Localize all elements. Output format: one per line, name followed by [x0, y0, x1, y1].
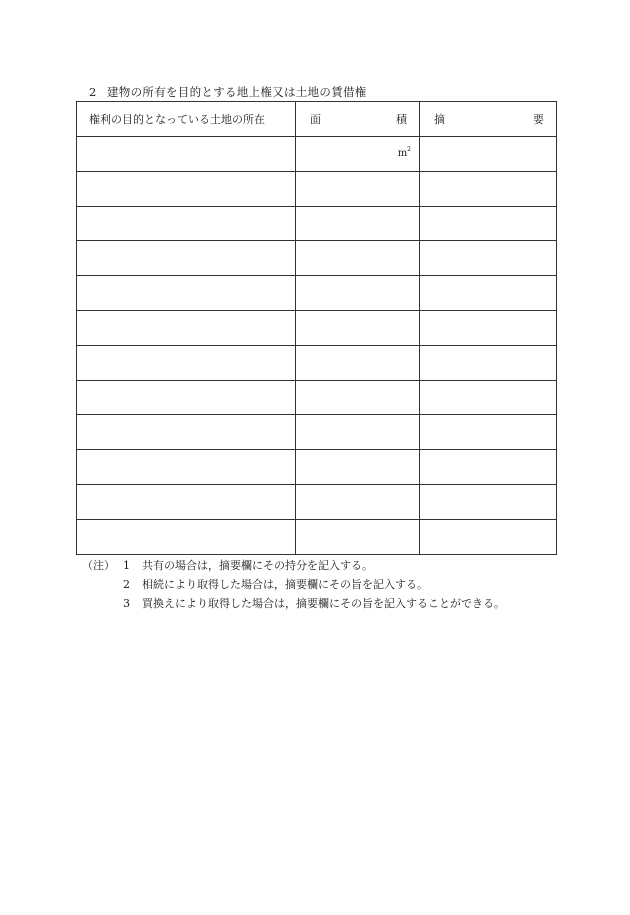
note-number: 3: [123, 597, 130, 610]
cell-area[interactable]: [296, 241, 420, 276]
cell-note[interactable]: [420, 276, 557, 311]
cell-location[interactable]: [77, 519, 296, 554]
area-unit: [398, 146, 411, 159]
note-number: 1: [123, 559, 130, 572]
cell-location[interactable]: [77, 380, 296, 415]
header-area-char-1: 面: [310, 113, 321, 126]
table-header-row: [77, 102, 557, 137]
cell-area[interactable]: [296, 276, 420, 311]
cell-note[interactable]: [420, 241, 557, 276]
cell-note[interactable]: [420, 380, 557, 415]
note-item: [82, 575, 505, 594]
notes-label: （注）: [82, 559, 115, 572]
cell-note[interactable]: [420, 450, 557, 485]
table-row: [77, 310, 557, 345]
table-row: [77, 171, 557, 206]
table-row: [77, 137, 557, 172]
cell-note[interactable]: [420, 171, 557, 206]
cell-area[interactable]: [296, 137, 420, 172]
table-row: [77, 206, 557, 241]
table-row: [77, 345, 557, 380]
cell-area[interactable]: [296, 484, 420, 519]
section-title-text: 建物の所有を目的とする地上権又は土地の賃借権: [107, 85, 367, 99]
note-item: [82, 556, 505, 575]
header-note-char-1: 摘: [434, 113, 445, 126]
cell-area[interactable]: [296, 519, 420, 554]
cell-location[interactable]: [77, 415, 296, 450]
note-text: 買換えにより取得した場合は，摘要欄にその旨を記入することができる。: [142, 597, 505, 610]
cell-area[interactable]: [296, 450, 420, 485]
header-location: 権利の目的となっている土地の所在: [77, 102, 296, 137]
cell-area[interactable]: [296, 415, 420, 450]
table-row: [77, 380, 557, 415]
cell-area[interactable]: [296, 171, 420, 206]
cell-location[interactable]: [77, 206, 296, 241]
header-area: [296, 102, 420, 137]
header-area-char-2: 積: [396, 113, 407, 126]
cell-note[interactable]: [420, 345, 557, 380]
cell-area[interactable]: [296, 345, 420, 380]
note-item: [82, 594, 505, 613]
note-text: 相続により取得した場合は，摘要欄にその旨を記入する。: [142, 578, 428, 591]
cell-location[interactable]: [77, 345, 296, 380]
cell-area[interactable]: [296, 380, 420, 415]
table-row: [77, 415, 557, 450]
cell-area[interactable]: [296, 310, 420, 345]
cell-note[interactable]: [420, 484, 557, 519]
header-note: [420, 102, 557, 137]
table-row: [77, 276, 557, 311]
cell-location[interactable]: [77, 137, 296, 172]
land-rights-table: [76, 101, 557, 555]
table-row: [77, 519, 557, 554]
cell-area[interactable]: [296, 206, 420, 241]
note-text: 共有の場合は，摘要欄にその持分を記入する。: [142, 559, 373, 572]
cell-location[interactable]: [77, 484, 296, 519]
cell-note[interactable]: [420, 415, 557, 450]
area-unit-base: m: [397, 148, 408, 159]
table-row: [77, 484, 557, 519]
cell-location[interactable]: [77, 171, 296, 206]
cell-location[interactable]: [77, 276, 296, 311]
section-number: 2: [89, 85, 97, 99]
table-row: [77, 241, 557, 276]
cell-note[interactable]: [420, 310, 557, 345]
cell-location[interactable]: [77, 310, 296, 345]
table-body: [77, 137, 557, 555]
area-unit-exponent: 2: [407, 146, 411, 153]
notes: [82, 556, 505, 613]
cell-note[interactable]: [420, 519, 557, 554]
cell-note[interactable]: [420, 137, 557, 172]
section-title: [89, 84, 367, 100]
cell-note[interactable]: [420, 206, 557, 241]
header-note-char-2: 要: [533, 113, 544, 126]
note-number: 2: [123, 578, 130, 591]
cell-location[interactable]: [77, 241, 296, 276]
cell-location[interactable]: [77, 450, 296, 485]
table-row: [77, 450, 557, 485]
